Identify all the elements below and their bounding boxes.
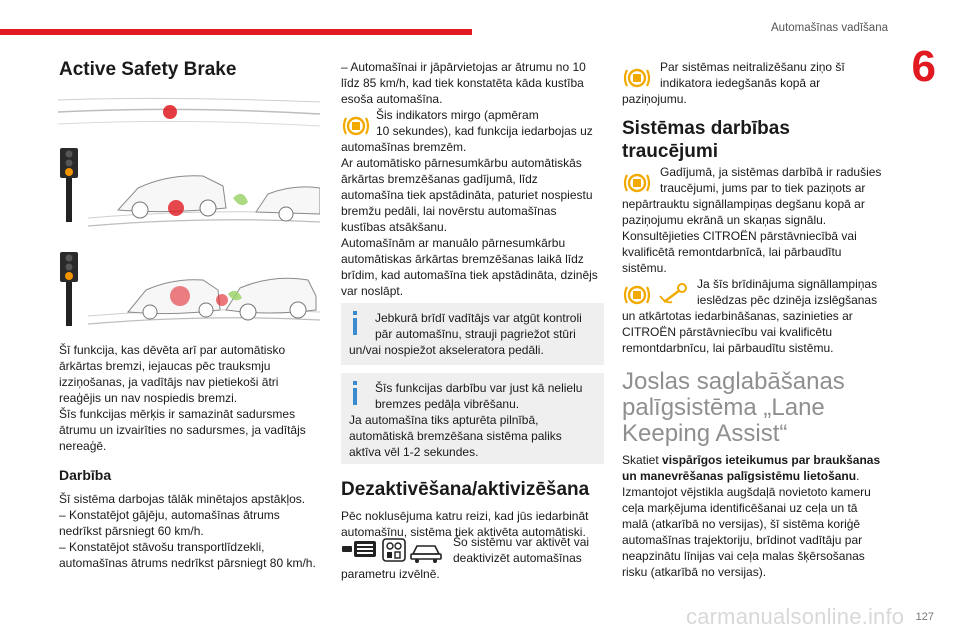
text-line: Automašīnām ar manuālo pārnesumkārbu [341,236,566,250]
text-line: malā (atkarībā no versijas), šī sistēma koriģē [622,517,861,531]
col3-faults-title [622,117,887,163]
info-line: automātiskā bremzēšana sistēma paliks [349,429,562,443]
col1-section [59,467,321,571]
section-line: Šī sistēma darbojas tālāk minētajos apstākļos. [59,492,306,506]
intro-line: ātrumu un izvairīties no sadursmes, ja vadītājs [59,423,306,437]
col1-intro [59,342,321,454]
text-line: Šis indikators mirgo (apmēram [376,108,539,122]
car-brake-icon [411,546,441,563]
text-line: paziņojumu. [622,92,687,106]
section-title-lane-keeping: palīgsistēma „Lane [622,394,825,421]
text-line: automašīnas bremzēm. [341,140,467,154]
driving-settings-icon [383,539,405,561]
text-line: nepārtrauktu signāllampiņas degšanu kopā ar [622,197,865,211]
text-line: ārkārtas bremzēšanas gadījumā, līdz [341,172,538,186]
text-line: ceļa marķējuma identificēšanai uz ceļa un tā [622,501,858,515]
col2-section [341,478,606,540]
intro-line: reaģējis un nav nospiedis bremzi. [59,391,238,405]
section-title-faults: traucējumi [622,141,719,162]
text-line: bremžu pedāli, lai novērstu automašīnas [341,204,557,218]
text-line: Ja šīs brīdinājuma signāllampiņas [697,277,878,291]
text-line: var noslāpt. [341,284,404,298]
info-line: pār automašīnu, strauji pagriežot stūri [375,327,576,341]
col2-after [341,139,606,299]
text-line: esoša automašīna. [341,92,443,106]
section-title-faults: Sistēmas darbības [622,118,790,139]
text-line: automātiskas ārkārtas bremzēšanas laikā līdz [341,252,584,266]
header-title: Automašīnas vadīšana [771,22,888,34]
text-line: 10 sekundes), kad funkcija iedarbojas uz [376,124,593,138]
text-line: paziņojumu ekrānā un skaņas signālu. [622,213,827,227]
text-line: Pēc noklusējuma katru reizi, kad jūs iedarbināt [341,509,589,523]
intro-line: Šī funkcija, kas dēvēta arī par automātisko [59,343,286,357]
text-line: remontdarbnīcu, lai pārbaudītu sistēmu. [622,341,834,355]
text-line: Gadījumā, ja sistēmas darbībā ir radušies [660,165,882,179]
text-line: indikatora iedegšanās kopā ar [660,76,821,90]
info-box-vibration [341,373,604,464]
col3-fault2 [697,276,897,308]
safety-brake-warning-icon [625,287,649,303]
intro-line: ārkārtas bremzi, iejaucas pēc trauksmju [59,359,271,373]
header-accent-bar [0,29,472,35]
wrench-service-icon [660,284,686,302]
info-line: un/vai nospiežot akseleratora pedāli. [349,343,544,357]
intro-bold: un manevrēšanas palīgsistēmu lietošanu [622,469,857,483]
text-line: kvalificētā remontdarbnīcā, lai pārbaudītu [622,245,842,259]
text-line: brīdim, kad automašīna tiek apstādināta, dzinējs [341,268,598,282]
fault-after-restart-icons [622,282,692,308]
section-title-lane-keeping: Joslas saglabāšanas [622,368,845,395]
col3-lka-body [622,452,892,580]
info-line: Šīs funkcijas darbību var just kā nelielu [375,381,583,395]
text-line: neapzinātu līnijas vai ceļa malas šķērsošanas [622,549,865,563]
text-line: automašīnu, sistēma tiek aktivēta automātiski. [341,525,586,539]
text-line: sistēmu. [622,261,667,275]
text-line: automašīna tiek apstādināta, paturiet nospiestu [341,188,593,202]
section-title-lane-keeping: Keeping Assist“ [622,420,788,447]
text-line: Konsultējieties CITROËN pārstāvniecībā vai [622,229,857,243]
text-line: kustības atsākšanu. [341,220,448,234]
text-line: traucējumi, jums par to tiek paziņots ar [660,181,866,195]
intro-end: . [856,469,860,483]
column-1 [59,58,319,82]
watermark: carmanualsonline.info [686,604,905,629]
col2-menu-text [453,534,608,566]
section-title-operation: Darbība [59,467,112,483]
scenario-stopped-car [60,148,320,226]
illustration-brake-scenarios [58,90,320,330]
text-line [622,452,892,468]
col3-fault1-after [622,196,887,276]
chapter-number: 6 [911,42,936,91]
text-line: CITROËN pārstāvniecību vai kvalificētu [622,325,833,339]
col3-fault2-after [622,308,887,356]
text-line: ieslēdzas pēc dzinēja izslēgšanas [697,293,878,307]
section-line: automašīnas ātrums nedrīkst pārsniegt 80 km/h. [59,556,316,570]
col2-top [341,59,606,107]
text-line: un atkārtotas iedarbināšanas, sazinieties ar [622,309,853,323]
info-icon [353,381,357,405]
menu-path-icons [341,536,447,564]
road-panel-top [58,98,320,126]
text-line: Ar automātisko pārnesumkārbu automātiskās [341,156,582,170]
section-line: – Konstatējot gājēju, automašīnas ātrums [59,508,280,522]
section-line: – Konstatējot stāvošu transportlīdzekli, [59,540,265,554]
fault-warning-icon [622,170,652,196]
info-line: Jebkurā brīdī vadītājs var atgūt kontroli [375,311,582,325]
col2-menu-last [341,566,606,582]
text-line: līdz 85 km/h, kad tiek konstatēta kāda kustība [341,76,584,90]
info-box-driver-control [341,303,604,365]
info-line: aktīva vēl 1-2 sekundes. [349,445,479,459]
intro-line: nereaģē. [59,439,107,453]
active-safety-brake-warning-icon [341,113,371,139]
intro-line: izziņošanas, ja vadītājs nav pietiekoši ātri [59,375,279,389]
info-line: Ja automašīna tiks apturēta pilnībā, [349,413,539,427]
section-title-deactivation: Dezaktivēšana/aktivizēšana [341,479,590,500]
info-line: bremzes pedāļa vibrēšanu. [375,397,520,411]
page-title: Active Safety Brake [59,59,237,80]
text-line [622,468,892,484]
text-line: Šo sistēmu var aktivēt vai [453,535,590,549]
text-line: automašīnas trajektoriju, brīdinot vadītāju par [622,533,863,547]
intro-normal: Skatiet [622,453,663,467]
col3-fault1 [660,164,890,196]
text-line: risku (atkarībā no versijas). [622,565,767,579]
scenario-moving-car [60,252,320,326]
intro-line: Šīs funkcijas mērķis ir samazināt sadursmes [59,407,296,421]
info-icon [353,311,357,335]
text-line: deaktivizēt automašīnas [453,551,582,565]
system-neutralized-indicator-icon [622,65,652,91]
menu-icon [342,541,376,557]
col3-top [660,59,890,91]
section-line: nedrīkst pārsniegt 60 km/h. [59,524,204,538]
text-line: Izmantojot vējstikla augšdaļā novietoto kameru [622,485,871,499]
col2-indicator-text [376,107,606,139]
intro-bold: vispārīgos ieteikumus par braukšanas [662,453,881,467]
col3-lka-title [622,369,887,447]
text-line: Par sistēmas neitralizēšanu ziņo šī [660,60,845,74]
col3-top-last [622,91,887,107]
text-line: – Automašīnai ir jāpārvietojas ar ātrumu no 10 [341,60,586,74]
text-line: parametru izvēlnē. [341,567,440,581]
page-number: 127 [915,611,934,623]
